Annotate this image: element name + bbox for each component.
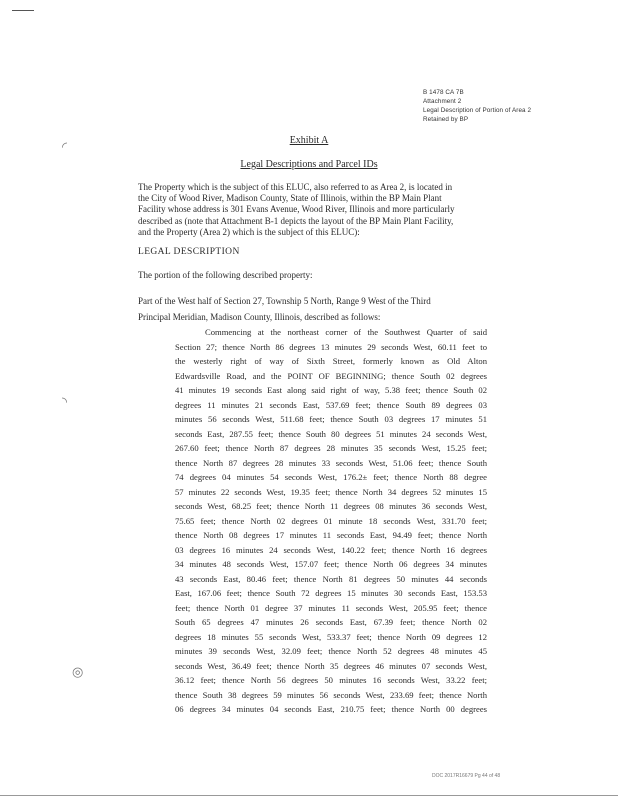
bottom-rule	[0, 795, 618, 796]
intro-line: the City of Wood River, Madison County, State of Illinois, within the BP Main Plant	[138, 193, 442, 204]
description-line: 06 degrees 34 minutes 04 seconds East, 210.75 feet; thence North 00 degrees	[175, 704, 487, 714]
metes-and-bounds-description	[175, 325, 487, 717]
description-line: thence South 38 degrees 59 minutes 56 seconds West, 233.69 feet; thence North	[175, 689, 487, 700]
part-line: Part of the West half of Section 27, Township 5 North, Range 9 West of the Third	[138, 296, 431, 306]
description-line: Commencing at the northeast corner of the Southwest Quarter of said	[205, 327, 487, 337]
header-line: Attachment 2	[423, 98, 462, 105]
description-line: Section 27; thence North 86 degrees 13 minutes 29 seconds West, 60.11 feet to	[175, 341, 487, 352]
corner-mark	[12, 10, 34, 11]
description-line: minutes 56 seconds West, 511.68 feet; thence South 03 degrees 17 minutes 51	[175, 414, 487, 424]
intro-line: Facility whose address is 301 Evans Avenue, Wood River, Illinois and more particularly	[138, 204, 455, 215]
intro-line: and the Property (Area 2) which is the subject of this ELUC):	[138, 226, 360, 237]
hole-punch-mark-bottom: ◎	[72, 664, 84, 679]
exhibit-title: Exhibit A	[289, 135, 329, 146]
hole-punch-mark-top: ◜	[62, 139, 68, 154]
document-reference-header	[423, 88, 531, 124]
description-line: Edwardsville Road, and the POINT OF BEGINNING; thence South 02 degrees	[175, 370, 487, 381]
description-line: seconds East, 287.55 feet; thence South 80 degrees 51 minutes 24 seconds West,	[175, 428, 487, 439]
intro-paragraph	[138, 182, 482, 238]
hole-punch-mark-middle: ◝	[62, 394, 68, 409]
description-line: 36.12 feet; thence North 56 degrees 50 minutes 16 seconds West, 33.22 feet;	[175, 675, 487, 685]
description-line: South 65 degrees 47 minutes 26 seconds East, 67.39 feet; thence North 02	[175, 617, 487, 627]
description-line: seconds West, 68.25 feet; thence North 11 degrees 08 minutes 36 seconds West,	[175, 501, 487, 511]
description-line: East, 167.06 feet; thence South 72 degrees 15 minutes 30 seconds East, 153.53	[175, 588, 487, 598]
description-line: 74 degrees 04 minutes 54 seconds West, 176.2± feet; thence North 88 degree	[175, 472, 487, 482]
description-line: 43 seconds East, 80.46 feet; thence North 81 degrees 50 minutes 44 seconds	[175, 573, 487, 584]
description-line: thence North 87 degrees 28 minutes 33 seconds West, 51.06 feet; thence South	[175, 457, 487, 468]
header-line: Legal Description of Portion of Area 2	[423, 107, 532, 114]
description-line: thence North 08 degrees 17 minutes 11 seconds East, 94.49 feet; thence North	[175, 530, 487, 540]
description-line: degrees 18 minutes 55 seconds West, 533.37 feet; thence North 09 degrees 12	[175, 631, 487, 642]
part-line: Principal Meridian, Madison County, Illinois, described as follows:	[138, 311, 381, 322]
intro-line: described as (note that Attachment B-1 depicts the layout of the BP Main Plant Facility,	[138, 215, 454, 226]
description-line: 75.65 feet; thence North 02 degrees 01 minute 18 seconds West, 331.70 feet;	[175, 515, 487, 526]
description-line: minutes 39 seconds West, 32.09 feet; thence North 52 degrees 48 minutes 45	[175, 646, 487, 656]
description-line: 57 minutes 22 seconds West, 19.35 feet; thence North 34 degrees 52 minutes 15	[175, 486, 487, 497]
description-line: 03 degrees 16 minutes 24 seconds West, 140.22 feet; thence North 16 degrees	[175, 544, 487, 555]
description-line: 34 minutes 48 seconds West, 157.07 feet; thence North 06 degrees 34 minutes	[175, 559, 487, 569]
description-line: seconds West, 36.49 feet; thence North 35 degrees 46 minutes 07 seconds West,	[175, 660, 487, 671]
header-line: Retained by BP	[423, 116, 469, 123]
description-line: the westerly right of way of Sixth Street, formerly known as Old Alton	[175, 356, 487, 366]
recording-footer: DOC 2017R16679 Pg 44 of 48	[432, 773, 501, 779]
part-description	[138, 294, 482, 325]
description-line: 267.60 feet; thence North 87 degrees 28 minutes 35 seconds West, 15.25 feet;	[175, 443, 487, 453]
header-line: B 1478 CA 7B	[423, 89, 464, 96]
description-line: degrees 11 minutes 21 seconds East, 537.69 feet; thence South 89 degrees 03	[175, 399, 487, 410]
section-title: Legal Descriptions and Parcel IDs	[240, 159, 378, 170]
description-line: feet; thence North 01 degree 37 minutes 11 seconds West, 205.95 feet; thence	[175, 602, 487, 613]
intro-line: The Property which is the subject of this ELUC, also referred to as Area 2, is located in	[138, 182, 453, 192]
legal-description-heading: LEGAL DESCRIPTION	[138, 247, 240, 257]
description-line: 41 minutes 19 seconds East along said right of way, 5.38 feet; thence South 02	[175, 385, 487, 395]
portion-statement: The portion of the following described property:	[138, 270, 313, 280]
